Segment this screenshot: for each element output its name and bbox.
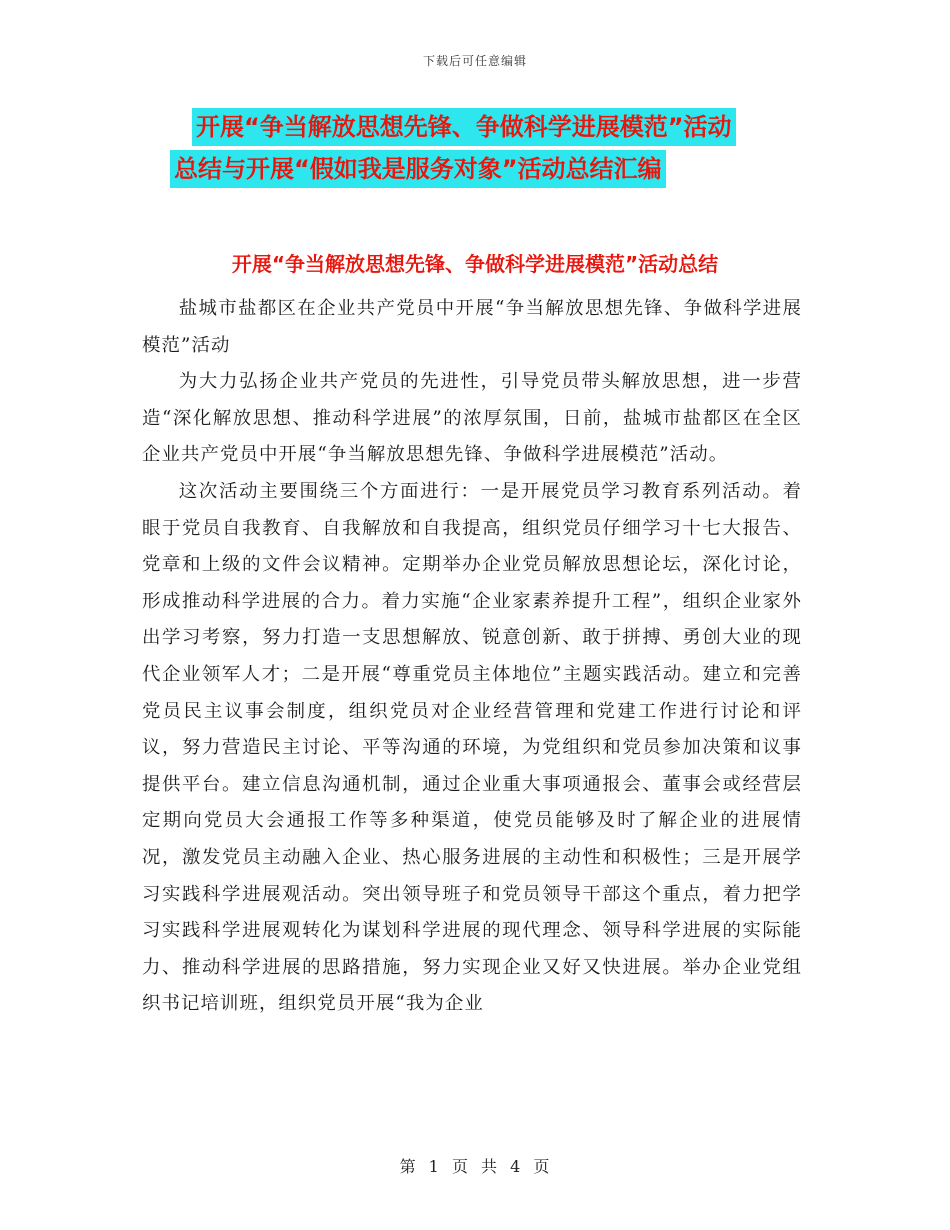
page-header-note: 下载后可任意编辑 [422, 54, 527, 68]
page-number-footer: 第 1 页 共 4 页 [399, 1157, 551, 1176]
body-paragraph: 为大力弘扬企业共产党员的先进性，引导党员带头解放思想，进一步营造“深化解放思想、推动科学进展”的浓厚氛围，日前，盐城市盐都区在全区企业共产党员中开展“争当解放思想先锋、争做科学进展模范”活动。 [142, 371, 802, 466]
section-title: 开展“争当解放思想先锋、争做科学进展模范”活动总结 [231, 252, 719, 276]
document-title [174, 108, 820, 188]
document-title-line-1: 开展“争当解放思想先锋、争做科学进展模范”活动 [192, 108, 736, 146]
document-title-line-2: 总结与开展“假如我是服务对象”活动总结汇编 [170, 150, 666, 188]
body-paragraph: 这次活动主要围绕三个方面进行：一是开展党员学习教育系列活动。着眼于党员自我教育、自我解放和自我提高，组织党员仔细学习十七大报告、党章和上级的文件会议精神。定期举办企业党员解放思想论坛，深化讨论，形成推动科学进展的合力。着力实施“企业家素养提升工程”，组织企业家外出学习考察，努力打造一支思想解放、锐意创新、敢于拼搏、勇创大业的现代企业领军人才；二是开展“尊重党员主体地位”主题实践活动。建立和完善党员民主议事会制度，组织党员对企业经营管理和党建工作进行讨论和评议，努力营造民主讨论、平等沟通的环境，为党组织和党员参加决策和议事提供平台。建立信息沟通机制，通过企业重大事项通报会、董事会或经营层定期向党员大会通报工作等多种渠道，使党员能够及时了解企业的进展情况，激发党员主动融入企业、热心服务进展的主动性和积极性；三是开展学习实践科学进展观活动。突出领导班子和党员领导干部这个重点，着力把学习实践科学进展观转化为谋划科学进展的现代理念、领导科学进展的实际能力、推动科学进展的思路措施，努力实现企业又好又快进展。举办企业党组织书记培训班，组织党员开展“我为企业 [142, 480, 802, 1015]
document-body [142, 291, 802, 1023]
body-paragraph: 盐城市盐都区在企业共产党员中开展“争当解放思想先锋、争做科学进展模范”活动 [142, 298, 802, 356]
